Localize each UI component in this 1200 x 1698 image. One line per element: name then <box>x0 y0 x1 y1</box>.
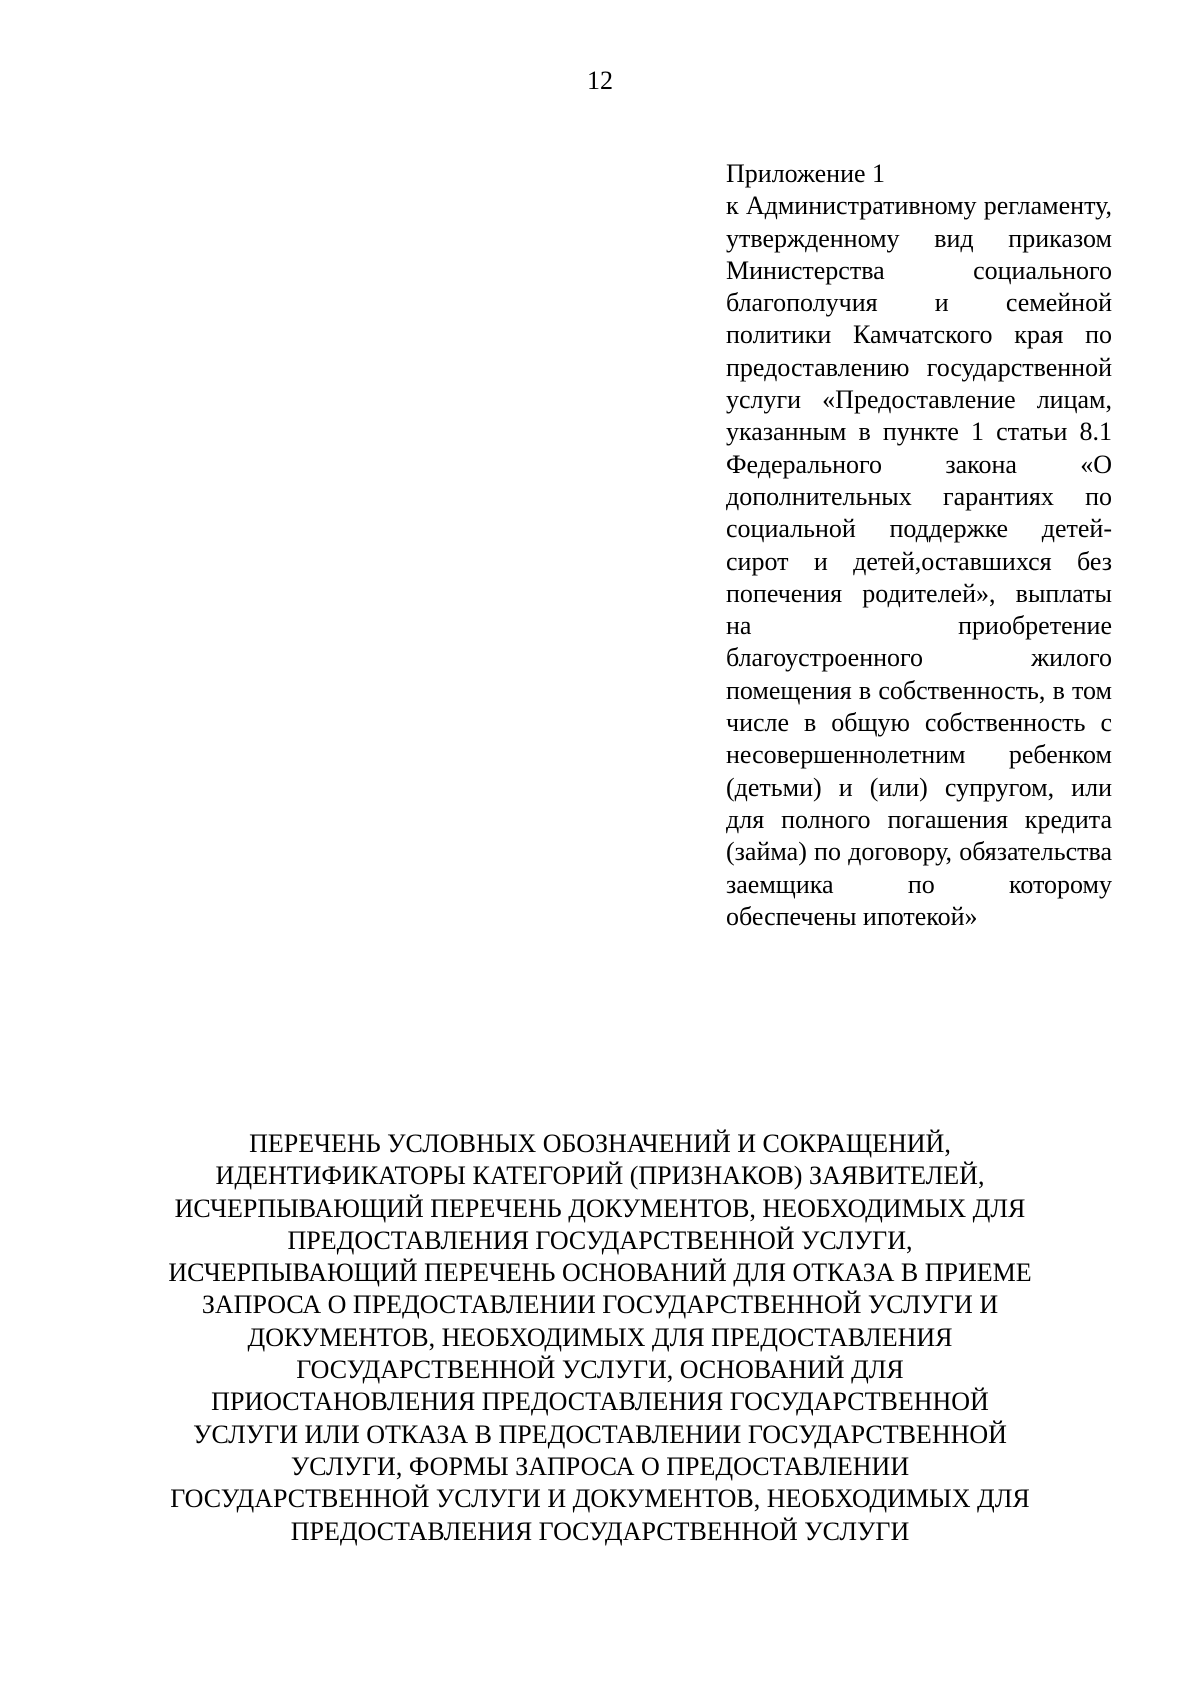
heading-line: ПРИОСТАНОВЛЕНИЯ ПРЕДОСТАВЛЕНИЯ ГОСУДАРСТВЕННОЙ <box>211 1387 989 1417</box>
heading-line: УСЛУГИ ИЛИ ОТКАЗА В ПРЕДОСТАВЛЕНИИ ГОСУДАРСТВЕННОЙ <box>193 1419 1007 1449</box>
heading-line: ИСЧЕРПЫВАЮЩИЙ ПЕРЕЧЕНЬ ДОКУМЕНТОВ, НЕОБХОДИМЫХ ДЛЯ <box>174 1193 1026 1223</box>
heading-line: ЗАПРОСА О ПРЕДОСТАВЛЕНИИ ГОСУДАРСТВЕННОЙ УСЛУГИ И <box>201 1290 999 1320</box>
heading-line: ПРЕДОСТАВЛЕНИЯ ГОСУДАРСТВЕННОЙ УСЛУГИ, <box>287 1225 913 1255</box>
heading-line: ГОСУДАРСТВЕННОЙ УСЛУГИ, ОСНОВАНИЙ ДЛЯ <box>296 1355 904 1385</box>
heading-line: ГОСУДАРСТВЕННОЙ УСЛУГИ И ДОКУМЕНТОВ, НЕОБХОДИМЫХ ДЛЯ <box>170 1484 1030 1514</box>
heading-line: ДОКУМЕНТОВ, НЕОБХОДИМЫХ ДЛЯ ПРЕДОСТАВЛЕНИЯ <box>247 1322 953 1352</box>
heading-line: УСЛУГИ, ФОРМЫ ЗАПРОСА О ПРЕДОСТАВЛЕНИИ <box>290 1451 910 1481</box>
page-number: 12 <box>587 66 613 95</box>
appendix-block <box>726 158 1112 933</box>
heading-line: ИСЧЕРПЫВАЮЩИЙ ПЕРЕЧЕНЬ ОСНОВАНИЙ ДЛЯ ОТКАЗА В ПРИЕМЕ <box>168 1258 1032 1288</box>
document-heading <box>150 1128 1050 1548</box>
appendix-body: к Административному регламенту, утвержденному вид приказом Министерства социального благополучия и семейной политики Камчатского края по предоставлению государственной услуги «Предоставление лицам, указанным в пункте 1 статьи 8.1 Федерального закона «О дополнительных гарантиях по социальной поддержке детей-сирот и детей,оставшихся без попечения родителей», выплаты на приобретение благоустроенного жилого помещения в собственность, в том числе в общую собственность с несовершеннолетним ребенком (детьми) и (или) супругом, или для полного погашения кредита (займа) по договору, обязательства заемщика по которому обеспечены ипотекой» <box>726 191 1112 931</box>
heading-line: ПРЕДОСТАВЛЕНИЯ ГОСУДАРСТВЕННОЙ УСЛУГИ <box>290 1516 910 1546</box>
heading-line: ПЕРЕЧЕНЬ УСЛОВНЫХ ОБОЗНАЧЕНИЙ И СОКРАЩЕНИЙ, <box>249 1129 951 1158</box>
appendix-title: Приложение 1 <box>726 159 886 188</box>
heading-line: ИДЕНТИФИКАТОРЫ КАТЕГОРИЙ (ПРИЗНАКОВ) ЗАЯВИТЕЛЕЙ, <box>215 1161 985 1191</box>
